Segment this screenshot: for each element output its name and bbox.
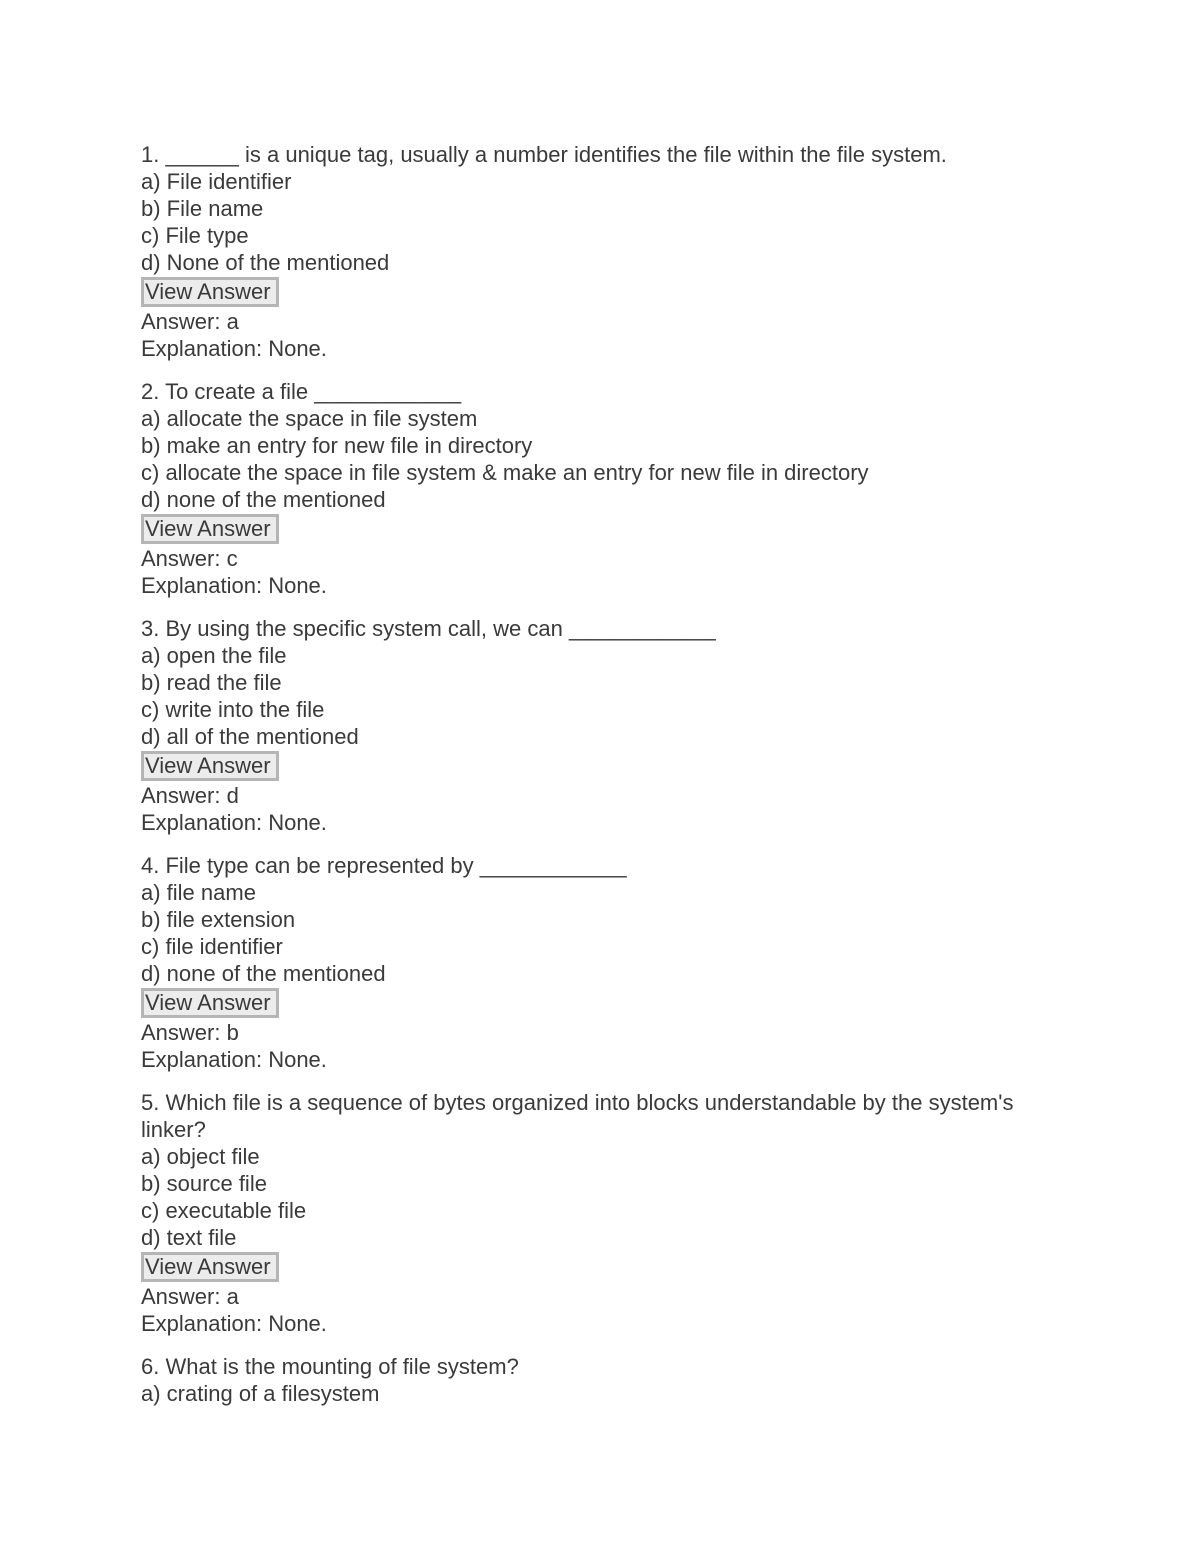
explanation-text: Explanation: None. [141, 1047, 327, 1072]
view-answer-button[interactable]: View Answer [141, 751, 279, 781]
option-c: c) File type [141, 223, 249, 248]
answer-text: Answer: c [141, 546, 238, 571]
quiz-page [141, 141, 1041, 1423]
option-d: d) text file [141, 1225, 237, 1250]
answer-text: Answer: a [141, 1284, 239, 1309]
question-5 [141, 1089, 1041, 1337]
option-a: a) crating of a filesystem [141, 1381, 380, 1406]
question-stem: 2. To create a file ____________ [141, 379, 462, 404]
option-a: a) open the file [141, 643, 287, 668]
option-b: b) File name [141, 196, 264, 221]
option-d: d) none of the mentioned [141, 487, 386, 512]
question-4 [141, 852, 1041, 1073]
option-d: d) None of the mentioned [141, 250, 390, 275]
answer-text: Answer: d [141, 783, 239, 808]
option-c: c) file identifier [141, 934, 283, 959]
option-d: d) none of the mentioned [141, 961, 386, 986]
option-b: b) read the file [141, 670, 282, 695]
option-d: d) all of the mentioned [141, 724, 359, 749]
view-answer-button[interactable]: View Answer [141, 1252, 279, 1282]
question-stem: 3. By using the specific system call, we can ____________ [141, 616, 716, 641]
question-stem: 6. What is the mounting of file system? [141, 1354, 519, 1379]
question-3 [141, 615, 1041, 836]
option-b: b) source file [141, 1171, 267, 1196]
option-a: a) allocate the space in file system [141, 406, 478, 431]
question-2 [141, 378, 1041, 599]
view-answer-button[interactable]: View Answer [141, 988, 279, 1018]
option-a: a) object file [141, 1144, 260, 1169]
answer-text: Answer: a [141, 309, 239, 334]
explanation-text: Explanation: None. [141, 336, 327, 361]
answer-text: Answer: b [141, 1020, 239, 1045]
question-stem: 1. ______ is a unique tag, usually a number identifies the file within the file system. [141, 142, 947, 167]
explanation-text: Explanation: None. [141, 810, 327, 835]
question-6 [141, 1353, 1041, 1407]
option-c: c) executable file [141, 1198, 307, 1223]
view-answer-button[interactable]: View Answer [141, 277, 279, 307]
explanation-text: Explanation: None. [141, 573, 327, 598]
question-1 [141, 141, 1041, 362]
option-b: b) make an entry for new file in directory [141, 433, 533, 458]
question-stem: 4. File type can be represented by ____________ [141, 853, 627, 878]
option-a: a) file name [141, 880, 256, 905]
option-c: c) allocate the space in file system & make an entry for new file in directory [141, 460, 869, 485]
option-c: c) write into the file [141, 697, 325, 722]
view-answer-button[interactable]: View Answer [141, 514, 279, 544]
option-b: b) file extension [141, 907, 296, 932]
explanation-text: Explanation: None. [141, 1311, 327, 1336]
question-stem: 5. Which file is a sequence of bytes organized into blocks understandable by the system's linker? [141, 1090, 1014, 1142]
option-a: a) File identifier [141, 169, 292, 194]
